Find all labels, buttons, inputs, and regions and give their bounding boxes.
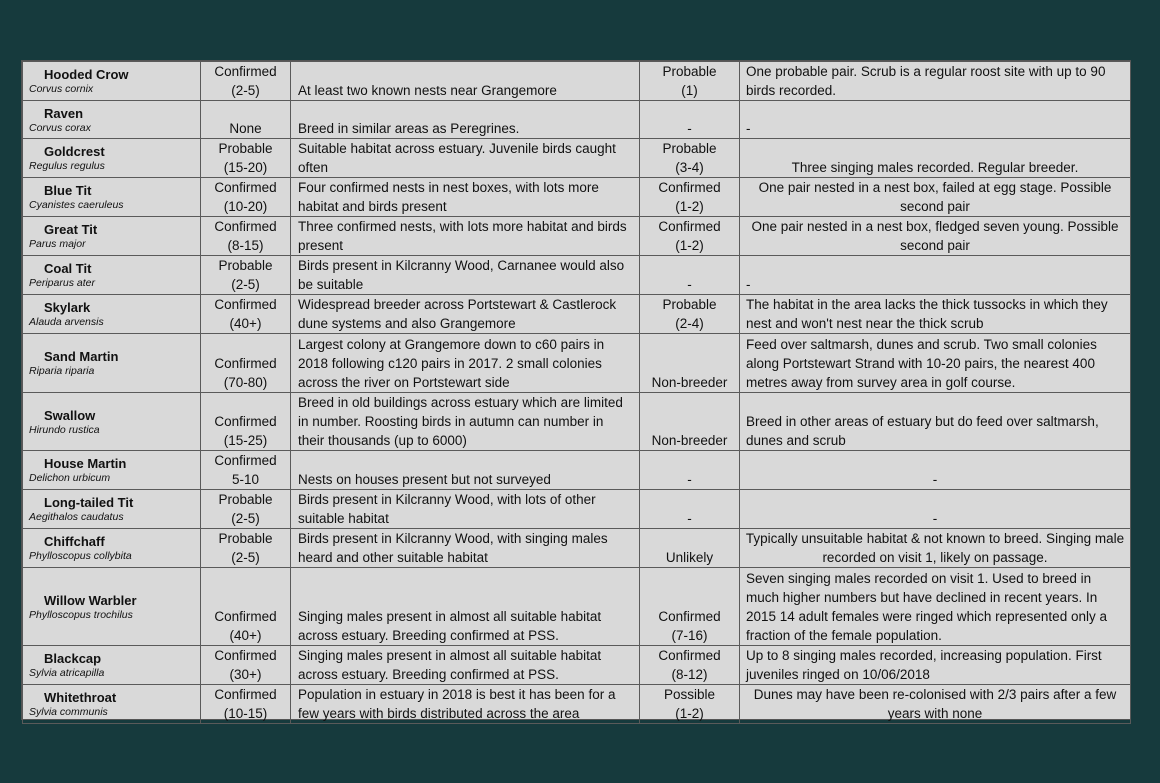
estuary-notes: Singing males present in almost all suitable habitat across estuary. Breeding confirmed at PSS. xyxy=(291,646,640,685)
pairs-estimate: 5-10 xyxy=(231,472,260,487)
estuary-notes: At least two known nests near Grangemore xyxy=(291,62,640,101)
common-name: Raven xyxy=(44,105,84,121)
pairs-estimate: (2-5) xyxy=(231,277,260,292)
survey-pairs-estimate: Non-breeder xyxy=(651,433,728,448)
table-row xyxy=(23,451,1131,490)
status-cell xyxy=(201,178,291,217)
estuary-notes: Widespread breeder across Portstewart & Castlerock dune systems and also Grangemore xyxy=(291,295,640,334)
common-name: Whitethroat xyxy=(44,690,117,705)
status-label: Confirmed xyxy=(214,414,277,429)
status-cell xyxy=(201,490,291,529)
survey-pairs-estimate: - xyxy=(687,277,692,292)
estuary-notes: Birds present in Kilcranny Wood, Carnanee would also be suitable xyxy=(291,256,640,295)
survey-status-label: Possible xyxy=(663,687,716,702)
estuary-notes: Four confirmed nests in nest boxes, with lots more habitat and birds present xyxy=(291,178,640,217)
species-cell xyxy=(23,393,201,451)
survey-pairs-estimate: (7-16) xyxy=(671,628,708,643)
survey-status-cell xyxy=(640,451,740,490)
species-cell xyxy=(23,62,201,101)
table-row xyxy=(23,62,1131,101)
survey-status-cell xyxy=(640,62,740,101)
status-label: Confirmed xyxy=(214,609,277,624)
survey-pairs-estimate: Unlikely xyxy=(665,550,714,565)
status-label: Confirmed xyxy=(214,64,277,79)
survey-status-label: Confirmed xyxy=(658,648,721,663)
status-cell xyxy=(201,295,291,334)
common-name: Coal Tit xyxy=(44,261,92,276)
estuary-notes: Largest colony at Grangemore down to c60 pairs in 2018 following c120 pairs in 2017. 2 small colonies across the river on Portstewart side xyxy=(291,334,640,393)
survey-notes: Typically unsuitable habitat & not known to breed. Singing male recorded on visit 1, likely on passage. xyxy=(740,529,1131,568)
scientific-name: Parus major xyxy=(29,238,86,250)
survey-pairs-estimate: - xyxy=(687,121,692,136)
survey-notes: - xyxy=(740,490,1131,529)
survey-status-cell xyxy=(640,685,740,724)
common-name: Hooded Crow xyxy=(44,67,129,82)
table-row xyxy=(23,295,1131,334)
survey-status-label: Confirmed xyxy=(658,219,721,234)
survey-pairs-estimate: (1-2) xyxy=(675,706,704,721)
scientific-name: Aegithalos caudatus xyxy=(29,511,124,523)
species-cell xyxy=(23,295,201,334)
table-row xyxy=(23,529,1131,568)
status-cell xyxy=(201,646,291,685)
table-row xyxy=(23,393,1131,451)
species-cell xyxy=(23,568,201,646)
species-cell xyxy=(23,334,201,393)
pairs-estimate: (10-15) xyxy=(223,706,268,721)
status-label: Confirmed xyxy=(214,356,277,371)
pairs-estimate: (30+) xyxy=(229,667,262,682)
table-row xyxy=(23,490,1131,529)
survey-pairs-estimate: (8-12) xyxy=(671,667,708,682)
species-cell xyxy=(23,685,201,724)
status-cell xyxy=(201,451,291,490)
survey-status-cell xyxy=(640,334,740,393)
table-row xyxy=(23,217,1131,256)
scientific-name: Sylvia atricapilla xyxy=(29,667,105,679)
pairs-estimate: (15-20) xyxy=(223,160,268,175)
scientific-name: Corvus cornix xyxy=(29,83,94,95)
survey-status-cell xyxy=(640,568,740,646)
survey-status-cell xyxy=(640,217,740,256)
scientific-name: Regulus regulus xyxy=(29,160,105,172)
species-cell xyxy=(23,139,201,178)
survey-status-cell xyxy=(640,393,740,451)
pairs-estimate: (8-15) xyxy=(227,238,264,253)
survey-status-cell xyxy=(640,646,740,685)
estuary-notes: Population in estuary in 2018 is best it has been for a few years with birds distributed across the area xyxy=(291,685,640,724)
common-name: Blue Tit xyxy=(44,183,92,198)
status-label: Confirmed xyxy=(214,297,277,312)
survey-pairs-estimate: (3-4) xyxy=(675,160,704,175)
status-cell xyxy=(201,568,291,646)
species-cell xyxy=(23,217,201,256)
common-name: Chiffchaff xyxy=(44,534,105,549)
scientific-name: Hirundo rustica xyxy=(29,423,100,436)
scientific-name: Periparus ater xyxy=(29,277,95,289)
survey-status-cell xyxy=(640,529,740,568)
common-name: Willow Warbler xyxy=(44,592,137,608)
survey-pairs-estimate: - xyxy=(687,511,692,526)
common-name: House Martin xyxy=(44,456,127,471)
species-cell xyxy=(23,529,201,568)
scientific-name: Riparia riparia xyxy=(29,365,95,377)
table-row xyxy=(23,139,1131,178)
table-row xyxy=(23,646,1131,685)
status-label: Probable xyxy=(218,531,273,546)
survey-notes: - xyxy=(740,451,1131,490)
scientific-name: Delichon urbicum xyxy=(29,472,111,484)
status-label: Confirmed xyxy=(214,453,277,468)
status-cell xyxy=(201,685,291,724)
status-label: Probable xyxy=(218,492,273,507)
survey-status-cell xyxy=(640,178,740,217)
survey-status-cell xyxy=(640,256,740,295)
survey-status-cell xyxy=(640,139,740,178)
survey-pairs-estimate: (2-4) xyxy=(675,316,704,331)
status-label: Confirmed xyxy=(214,219,277,234)
estuary-notes: Birds present in Kilcranny Wood, with singing males heard and other suitable habitat xyxy=(291,529,640,568)
scientific-name: Phylloscopus collybita xyxy=(29,550,132,562)
species-cell xyxy=(23,178,201,217)
survey-notes: Feed over saltmarsh, dunes and scrub. Two small colonies along Portstewart Strand with 10-20 pairs, the nearest 400 metres away from survey area in golf course. xyxy=(740,334,1131,393)
status-label: Confirmed xyxy=(214,648,277,663)
status-cell xyxy=(201,62,291,101)
pairs-estimate: (10-20) xyxy=(223,199,268,214)
estuary-notes: Singing males present in almost all suitable habitat across estuary. Breeding confirmed at PSS. xyxy=(291,568,640,646)
scientific-name: Cyanistes caeruleus xyxy=(29,199,124,211)
survey-notes: - xyxy=(740,101,1131,139)
pairs-estimate: (15-25) xyxy=(223,433,268,448)
table-row xyxy=(23,178,1131,217)
survey-notes: The habitat in the area lacks the thick tussocks in which they nest and won't nest near the thick scrub xyxy=(740,295,1131,334)
common-name: Swallow xyxy=(44,407,96,423)
pairs-estimate: (40+) xyxy=(229,628,262,643)
survey-notes: Breed in other areas of estuary but do feed over saltmarsh, dunes and scrub xyxy=(740,393,1131,451)
species-cell xyxy=(23,256,201,295)
survey-status-cell xyxy=(640,101,740,139)
table-row xyxy=(23,101,1131,139)
estuary-notes: Birds present in Kilcranny Wood, with lots of other suitable habitat xyxy=(291,490,640,529)
survey-notes: Three singing males recorded. Regular breeder. xyxy=(740,139,1131,178)
species-cell xyxy=(23,451,201,490)
species-cell xyxy=(23,101,201,139)
survey-status-label: Probable xyxy=(662,297,717,312)
species-cell xyxy=(23,646,201,685)
survey-status-cell xyxy=(640,295,740,334)
common-name: Skylark xyxy=(44,300,91,315)
survey-pairs-estimate: - xyxy=(687,472,692,487)
common-name: Sand Martin xyxy=(44,349,119,364)
table-body xyxy=(23,62,1131,724)
status-label: Probable xyxy=(218,141,273,156)
survey-status-label: Probable xyxy=(662,141,717,156)
status-label: Confirmed xyxy=(214,180,277,195)
table-row xyxy=(23,256,1131,295)
survey-notes: Seven singing males recorded on visit 1. Used to breed in much higher numbers but have declined in recent years. In 2015 14 adult females were ringed which represented only a fraction of the female population. xyxy=(740,568,1131,646)
status-cell xyxy=(201,256,291,295)
bird-breeding-table xyxy=(21,60,1131,720)
table-row xyxy=(23,334,1131,393)
pairs-estimate: (70-80) xyxy=(223,375,268,390)
survey-notes: Up to 8 singing males recorded, increasing population. First juveniles ringed on 10/06/2018 xyxy=(740,646,1131,685)
pairs-estimate: (2-5) xyxy=(231,511,260,526)
estuary-notes: Suitable habitat across estuary. Juvenile birds caught often xyxy=(291,139,640,178)
common-name: Goldcrest xyxy=(44,144,105,159)
survey-pairs-estimate: (1-2) xyxy=(675,199,704,214)
scientific-name: Corvus corax xyxy=(29,121,91,134)
status-cell xyxy=(201,217,291,256)
status-cell xyxy=(201,334,291,393)
species-cell xyxy=(23,490,201,529)
pairs-estimate: None xyxy=(229,121,262,136)
status-label: Probable xyxy=(218,258,273,273)
pairs-estimate: (2-5) xyxy=(231,550,260,565)
survey-status-label: Probable xyxy=(662,64,717,79)
survey-status-label: Confirmed xyxy=(658,180,721,195)
survey-status-label: Confirmed xyxy=(658,609,721,624)
table-row xyxy=(23,685,1131,724)
survey-pairs-estimate: Non-breeder xyxy=(651,375,728,390)
common-name: Blackcap xyxy=(44,651,102,666)
survey-status-cell xyxy=(640,490,740,529)
status-cell xyxy=(201,393,291,451)
estuary-notes: Breed in old buildings across estuary which are limited in number. Roosting birds in autumn can number in their thousands (up to 6000) xyxy=(291,393,640,451)
estuary-notes: Three confirmed nests, with lots more habitat and birds present xyxy=(291,217,640,256)
survey-notes: One pair nested in a nest box, failed at egg stage. Possible second pair xyxy=(740,178,1131,217)
survey-notes: - xyxy=(740,256,1131,295)
pairs-estimate: (40+) xyxy=(229,316,262,331)
table-row xyxy=(23,568,1131,646)
common-name: Great Tit xyxy=(44,222,98,237)
estuary-notes: Breed in similar areas as Peregrines. xyxy=(291,101,640,139)
survey-notes: One pair nested in a nest box, fledged seven young. Possible second pair xyxy=(740,217,1131,256)
status-label: Confirmed xyxy=(214,687,277,702)
pairs-estimate: (2-5) xyxy=(231,83,260,98)
status-cell xyxy=(201,529,291,568)
scientific-name: Phylloscopus trochilus xyxy=(29,608,133,621)
status-cell xyxy=(201,139,291,178)
survey-notes: One probable pair. Scrub is a regular roost site with up to 90 birds recorded. xyxy=(740,62,1131,101)
scientific-name: Sylvia communis xyxy=(29,706,108,718)
estuary-notes: Nests on houses present but not surveyed xyxy=(291,451,640,490)
survey-pairs-estimate: (1) xyxy=(681,83,698,98)
common-name: Long-tailed Tit xyxy=(44,495,134,510)
survey-pairs-estimate: (1-2) xyxy=(675,238,704,253)
survey-notes: Dunes may have been re-colonised with 2/3 pairs after a few years with none xyxy=(740,685,1131,724)
status-cell xyxy=(201,101,291,139)
scientific-name: Alauda arvensis xyxy=(29,316,104,328)
